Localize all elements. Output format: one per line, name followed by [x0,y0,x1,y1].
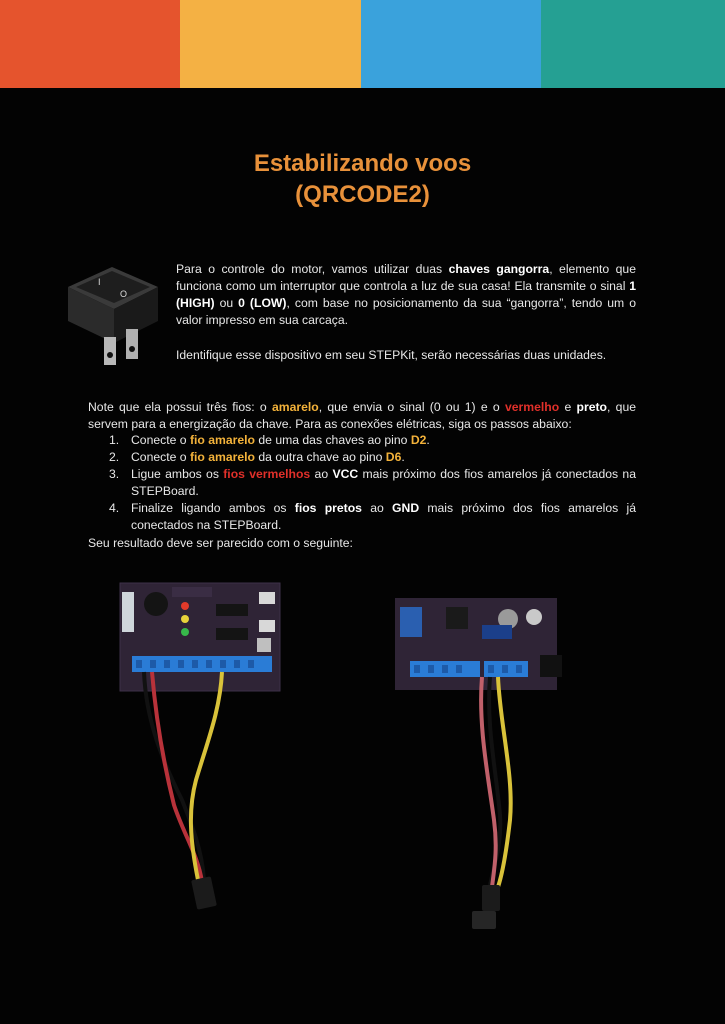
intro-highlight-chaves: chaves gangorra [448,262,550,276]
intro-text-1: Para o controle do motor, vamos utilizar duas [176,262,449,276]
step-number: 3. [109,467,120,481]
step-text: . [426,433,430,447]
step-highlight-wire: fio amarelo [189,433,255,447]
step-item [88,449,636,466]
identify-paragraph: Identifique esse dispositivo em seu STEPKit, serão necessárias duas unidades. [176,348,607,362]
note-text-4: , que servem para a energização da chave. Para as conexões elétricas, siga os passos abaixo: [88,400,636,431]
note-text-3: e [559,400,577,414]
step-highlight-wire: fio amarelo [189,450,255,464]
step-text: Conecte o [131,450,190,464]
step-text: ao [310,467,333,481]
step-text: ao [361,501,393,515]
stripe-orange [0,0,180,88]
switch-off-symbol: O [120,289,128,299]
step-highlight-pin: D2 [410,433,427,447]
step-text: mais próximo dos fios amarelos já conectados na STEPBoard. [131,501,636,532]
intro-text-2: , elemento que funciona como um interruptor que controla a luz de sua casa! Ela transmite o sinal [176,262,636,293]
steps-list [88,432,636,534]
stripe-teal [541,0,725,88]
step-item [88,432,636,449]
step-highlight-pin: D6 [385,450,402,464]
intro-highlight-high: 1 (HIGH) [176,279,636,310]
switch-on-symbol: I [98,277,101,287]
note-black-word: preto [576,400,607,414]
intro-highlight-low: 0 (LOW) [238,296,287,310]
note-red-word: vermelho [504,400,560,414]
step-text: . [401,450,405,464]
step-highlight-wire: fios vermelhos [223,467,311,481]
intro-paragraph [176,261,636,329]
note-yellow-word: amarelo [271,400,319,414]
intro-text-3: ou [214,296,239,310]
step-number: 2. [109,450,120,464]
stripe-yellow [180,0,361,88]
step-text: Conecte o [131,433,190,447]
note-paragraph [88,399,636,433]
step-text: Finalize ligando ambos os [131,501,295,515]
step-highlight-wire: fios pretos [294,501,362,515]
page-title [0,148,725,210]
step-highlight-pin: GND [392,501,420,515]
step-item [88,500,636,534]
step-text: Ligue ambos os [131,467,224,481]
header-color-stripes [0,0,725,88]
step-number: 1. [109,433,120,447]
title-line-1: Estabilizando voos [253,150,472,177]
result-paragraph: Seu resultado deve ser parecido com o seguinte: [88,536,353,550]
result-photo-right [390,595,575,945]
rocker-switch-image [62,265,164,373]
note-text-2: , que envia o sinal (0 ou 1) e o [318,400,505,414]
note-text-1: Note que ela possui três fios: o [88,400,272,414]
intro-text-4: , com base no posicionamento da sua “gangorra”, tendo um o valor impresso em sua carcaça. [176,296,636,327]
step-text: mais próximo dos fios amarelos já conectados na STEPBoard. [131,467,636,498]
step-item [88,466,636,500]
step-text: da outra chave ao pino [254,450,386,464]
step-number: 4. [109,501,120,515]
stripe-blue [361,0,541,88]
result-photo-left [112,580,292,920]
step-highlight-pin: VCC [332,467,359,481]
step-text: de uma das chaves ao pino [254,433,411,447]
title-line-2: (QRCODE2) [295,181,430,208]
